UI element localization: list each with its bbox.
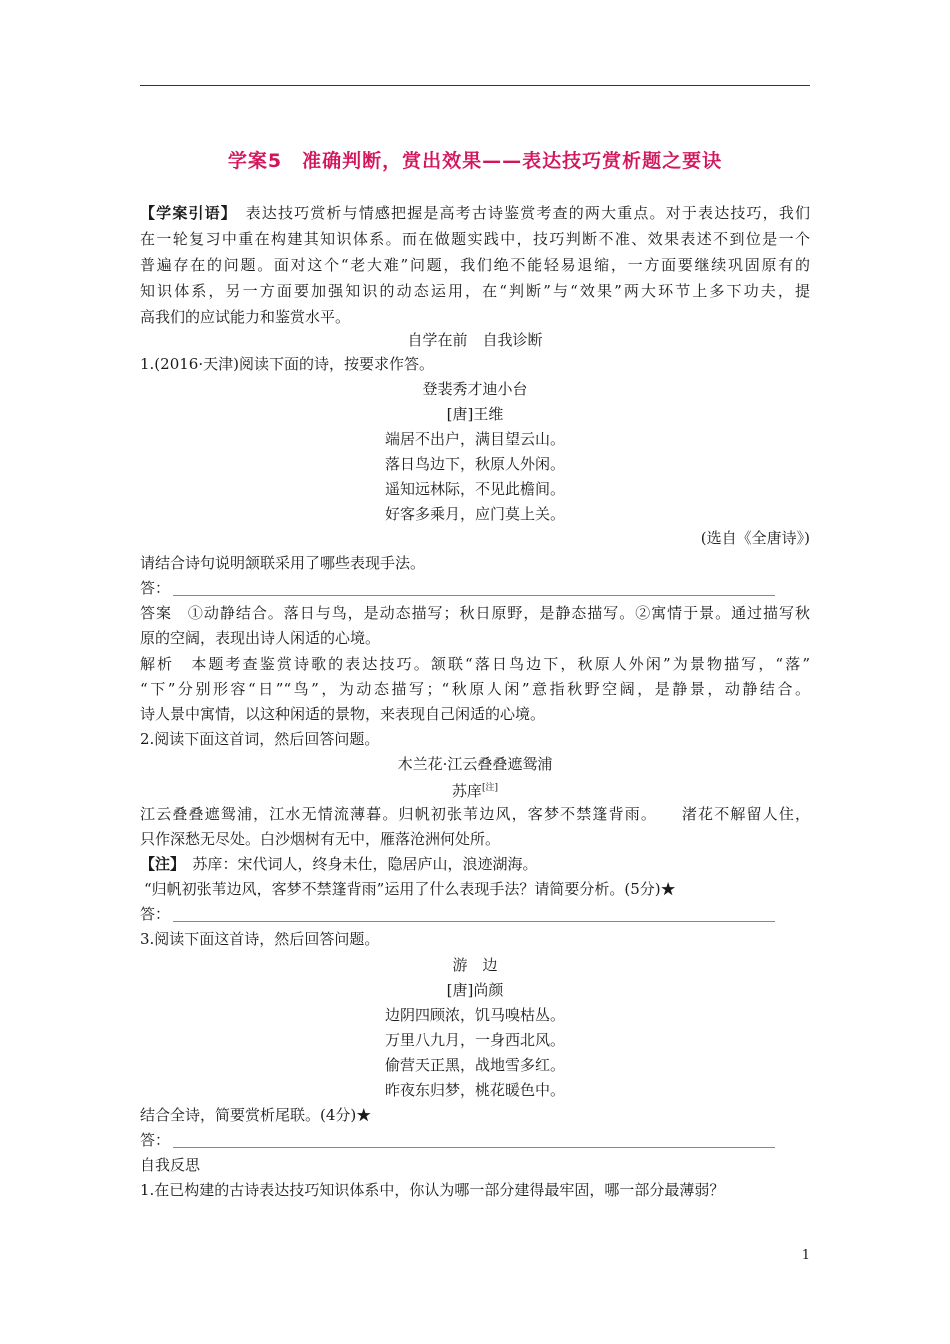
intro-line-3: 普遍存在的问题。面对这个“老大难”问题，我们绝不能轻易退缩，一方面要继续巩固原有的 [140, 256, 810, 274]
q1-verse-2: 落日鸟边下，秋原人外闲。 [384, 455, 565, 473]
q1-prompt: 1.(2016·天津)阅读下面的诗，按要求作答。 [140, 355, 434, 373]
q3-author: [唐]尚颜 [446, 981, 504, 999]
q2-note-label: 【注】 [140, 855, 178, 873]
q1-answer-line-2: 原的空阔，表现出诗人闲适的心境。 [140, 629, 381, 647]
q1-answer-label: 答： [140, 579, 171, 597]
page-number: 1 [801, 1248, 810, 1263]
q2-text-line-1: 江云叠叠遮鸳浦，江水无情流薄暮。归帆初张苇边风，客梦不禁篷背雨。 渚花不解留人住， [140, 805, 810, 823]
reflection-heading: 自我反思 [140, 1156, 201, 1174]
q3-answer-label: 答： [140, 1131, 171, 1149]
q2-answer-line [173, 921, 775, 922]
q3-question: 结合全诗，简要赏析尾联。(4分)★ [140, 1106, 372, 1124]
q1-answer-line [173, 595, 775, 596]
intro-line-1: 【学案引语】 表达技巧赏析与情感把握是高考古诗鉴赏考查的两大重点。对于表达技巧，我们 [140, 204, 810, 222]
q3-verse-3: 偷营天正黑，战地雪多红。 [384, 1056, 565, 1074]
q3-verse-4: 昨夜东归梦，桃花暖色中。 [384, 1081, 565, 1099]
q2-note: 【注】 苏庠：宋代词人，终身未仕，隐居庐山，浪迹湖海。 [140, 855, 538, 873]
q1-verse-4: 好客多乘月，应门莫上关。 [384, 505, 565, 523]
intro-line-5: 高我们的应试能力和鉴赏水平。 [140, 308, 351, 326]
reflection-q1: 1.在已构建的古诗表达技巧知识体系中，你认为哪一部分建得最牢固，哪一部分最薄弱？ [140, 1181, 725, 1199]
intro-line-4: 知识体系，另一方面要加强知识的动态运用，在“判断”与“效果”两大环节上多下功夫，提 [140, 282, 810, 300]
q2-question: “归帆初张苇边风，客梦不禁篷背雨”运用了什么表现手法？请简要分析。(5分)★ [144, 880, 676, 898]
q3-answer-line [173, 1147, 775, 1148]
q3-poem-title: 游 边 [452, 956, 498, 974]
q1-analysis-line-2: “下”分别形容“日”“鸟”，为动态描写；“秋原人闲”意指秋野空阔，是静景，动静结合。 [140, 680, 810, 698]
intro-label: 【学案引语】 [140, 204, 230, 222]
q1-analysis-line-3: 诗人景中寓情，以这种闲适的景物，来表现自己闲适的心境。 [140, 705, 546, 723]
q2-author-note-marker: [注] [481, 783, 499, 793]
q2-poem-title: 木兰花·江云叠叠遮鸳浦 [397, 755, 553, 773]
q2-author: 苏庠[注] [451, 782, 499, 800]
q3-prompt: 3.阅读下面这首诗，然后回答问题。 [140, 930, 380, 948]
header-rule [140, 85, 810, 86]
q1-poem-title: 登裴秀才迪小台 [422, 380, 528, 398]
intro-line-2: 在一轮复习中重在构建其知识体系。而在做题实践中，技巧判断不准、效果表述不到位是一个 [140, 230, 810, 248]
q3-verse-2: 万里八九月，一身西北风。 [384, 1031, 565, 1049]
q1-verse-3: 遥知远林际，不见此檐间。 [384, 480, 565, 498]
q2-prompt: 2.阅读下面这首词，然后回答问题。 [140, 730, 380, 748]
q1-answer-line-1: 答案 ①动静结合。落日与鸟，是动态描写；秋日原野，是静态描写。②寓情于景。通过描写秋 [140, 604, 810, 622]
q1-verse-1: 端居不出户，满目望云山。 [384, 430, 565, 448]
q1-analysis-line-1: 解析 本题考查鉴赏诗歌的表达技巧。颔联“落日鸟边下，秋原人外闲”为景物描写，“落” [140, 655, 810, 673]
q1-question: 请结合诗句说明颔联采用了哪些表现手法。 [140, 554, 426, 572]
section-heading: 自学在前 自我诊断 [407, 331, 543, 349]
q1-author: [唐]王维 [446, 405, 504, 423]
q2-answer-label: 答： [140, 905, 171, 923]
page-title: 学案5 准确判断，赏出效果——表达技巧赏析题之要诀 [227, 150, 723, 172]
q1-source: (选自《全唐诗》) [700, 529, 810, 547]
q3-verse-1: 边阴四顾浓，饥马嗅枯丛。 [384, 1006, 565, 1024]
q2-text-line-2: 只作深愁无尽处。白沙烟树有无中，雁落沧洲何处所。 [140, 830, 501, 848]
